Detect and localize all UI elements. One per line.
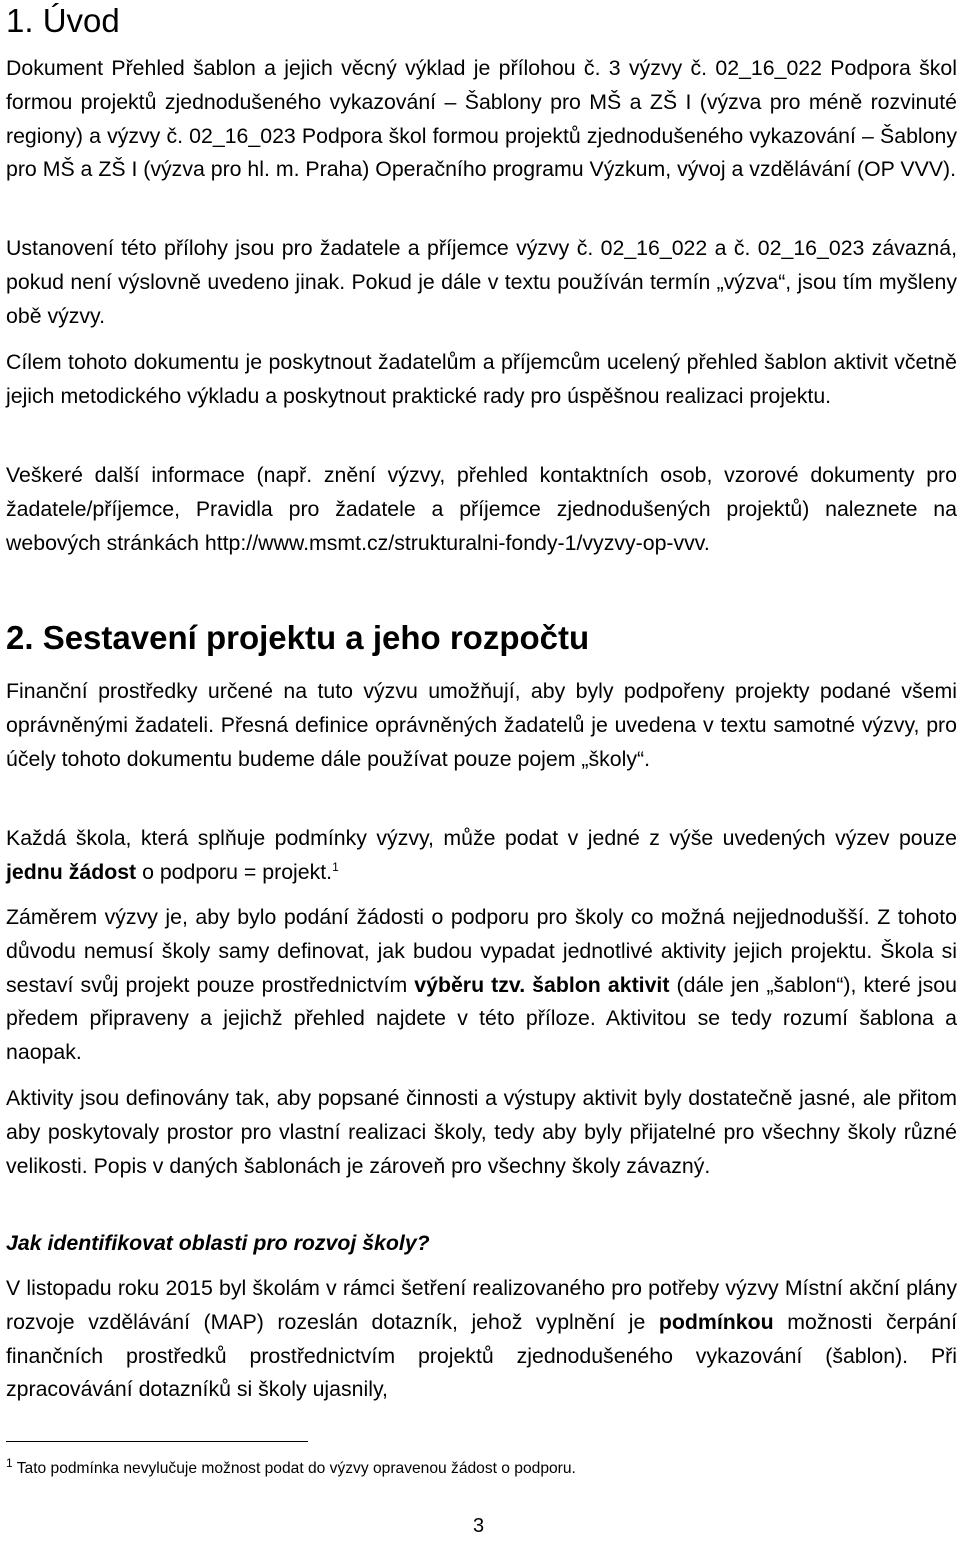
footnote-separator [6,1441,308,1442]
section-2-paragraph-3: Záměrem výzvy je, aby bylo podání žádosti o podporu pro školy co možná nejjednodušší. Z tohoto důvodu nemusí školy samy definovat, jak budou vypadat jednotlivé aktivity jejich projektu. Škola si sestaví svůj projekt pouze prostřednictvím výběru tzv. šablon aktivit (dále jen „šablon“), které jsou předem připraveny a jejichž přehled najdete v této příloze. Aktivitou se tedy rozumí šablona a naopak. [6,905,957,1065]
bold-condition: podmínkou [658,1309,774,1334]
footnote-reference: 1 [332,859,339,874]
section-1-paragraph-1: Dokument Přehled šablon a jejich věcný výklad je přílohou č. 3 výzvy č. 02_16_022 Podpora škol formou projektů zjednodušeného vykazování – Šablony pro MŠ a ZŠ I (výzva pro méně rozvinuté regiony) a výzvy č. 02_16_023 Podpora škol formou projektů zjednodušeného vykazování – Šablony pro MŠ a ZŠ I (výzva pro hl. m. Praha) Operačního programu Výzkum, vývoj a vzdělávání (OP VVV). [6,56,957,182]
bold-one-application: jednu žádost [6,859,137,884]
section-1-paragraph-4: Veškeré další informace (např. znění výzvy, přehled kontaktních osob, vzorové dokumenty pro žadatele/příjemce, Pravidla pro žadatele a příjemce zjednodušených projektů) naleznete na webových stránkách http://www.msmt.cz/strukturalni-fondy-1/vyzvy-op-vvv. [6,463,957,555]
section-1-paragraph-2: Ustanovení této přílohy jsou pro žadatele a příjemce výzvy č. 02_16_022 a č. 02_16_023 závazná, pokud není výslovně uvedeno jinak. Pokud je dále v textu používán termín „výzva“, jsou tím myšleny obě výzvy. [6,236,957,328]
bold-template-selection: výběru tzv. šablon aktivit [414,972,670,997]
section-2-paragraph-5: V listopadu roku 2015 byl školám v rámci šetření realizovaného pro potřeby výzvy Místní akční plány rozvoje vzdělávání (MAP) rozeslán dotazník, jehož vyplnění je podmínkou možnosti čerpání finančních prostředků prostřednictvím projektů zjednodušeného vykazování (šablon). Při zpracovávání dotazníků si školy ujasnily, [6,1276,957,1402]
section-1-paragraph-3: Cílem tohoto dokumentu je poskytnout žadatelům a příjemcům ucelený přehled šablon aktivit včetně jejich metodického výkladu a poskytnout praktické rady pro úspěšnou realizaci projektu. [6,350,957,408]
page-number: 3 [473,1515,485,1537]
section-2-paragraph-2: Každá škola, která splňuje podmínky výzvy, může podat v jedné z výše uvedených výzev pouze jednu žádost o podporu = projekt.$^1$ [6,826,957,884]
footnote-text: Tato podmínka nevylučuje možnost podat do výzvy opravenou žádost o podporu. [12,1460,576,1477]
section-2-paragraph-1: Finanční prostředky určené na tuto výzvu umožňují, aby byly podpořeny projekty podané všemi oprávněnými žadateli. Přesná definice oprávněných žadatelů je uvedena v textu samotné výzvy, pro účely tohoto dokumentu budeme dále používat pouze pojem „školy“. [6,679,957,771]
footnote [6,1455,576,1480]
section-2-paragraph-4: Aktivity jsou definovány tak, aby popsané činnosti a výstupy aktivit byly dostatečně jasné, ale přitom aby poskytovaly prostor pro vlastní realizaci školy, tedy aby byly přijatelné pro všechny školy různé velikosti. Popis v daných šablonách je zároveň pro všechny školy závazný. [6,1086,957,1178]
footnote-marker: 1 [6,1455,13,1470]
section-1-heading: 1. Úvod [6,2,120,39]
section-2-heading: 2. Sestavení projektu a jeho rozpočtu [6,619,590,656]
subheading-identify-areas: Jak identifikovat oblasti pro rozvoj školy? [6,1231,430,1255]
